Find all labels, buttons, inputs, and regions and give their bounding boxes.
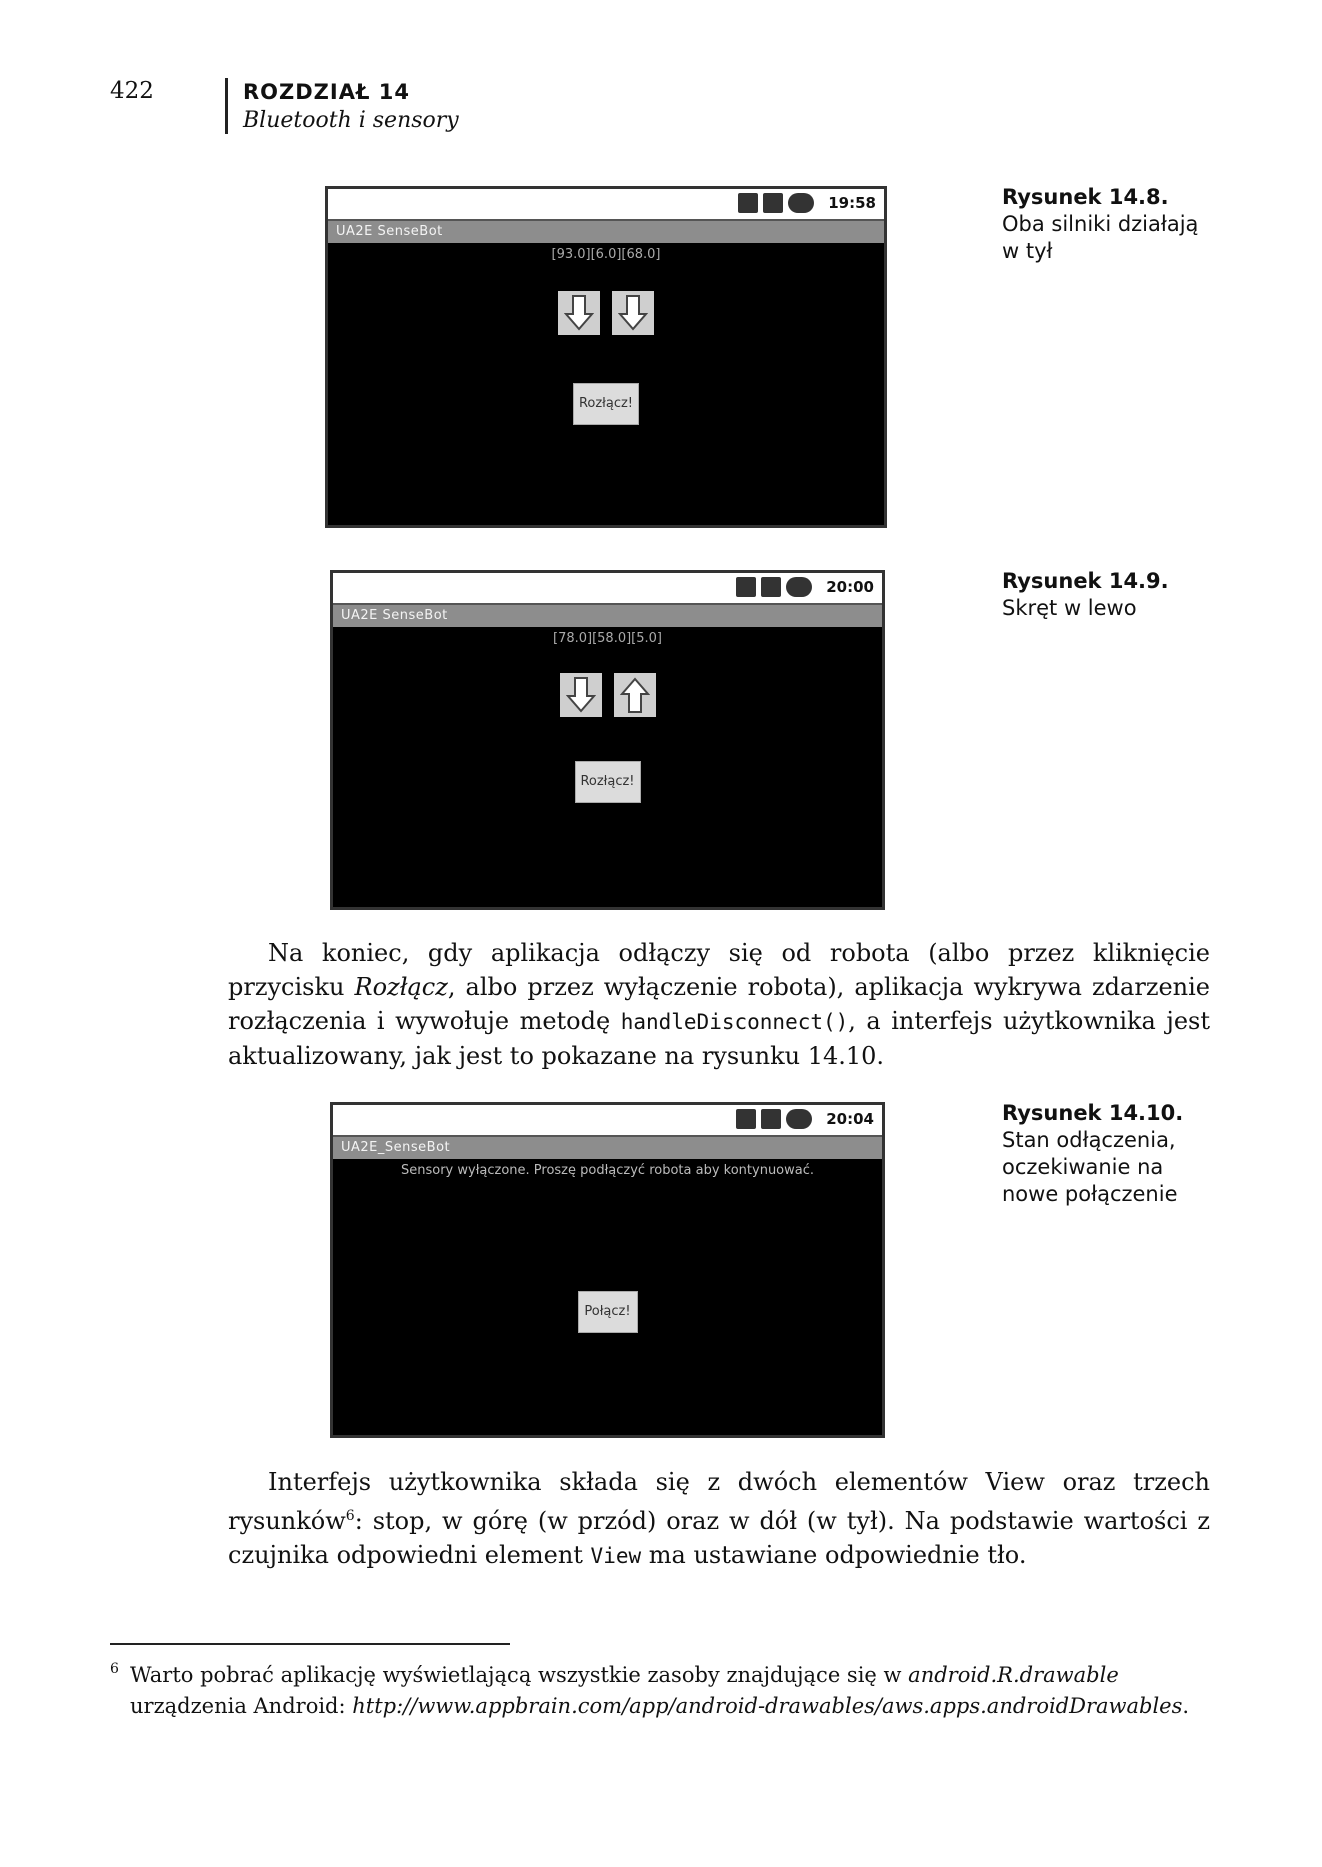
network-type-icon [736,577,756,597]
figure-caption-text: Skręt w lewo [1002,596,1137,620]
status-message: Sensory wyłączone. Proszę podłączyć robota aby kontynuować. [400,1163,815,1178]
paragraph-text: ma ustawiane odpowiednie tło. [641,1541,1027,1569]
battery-icon [786,1109,812,1129]
status-time: 20:00 [826,578,874,596]
footnote [110,1660,1210,1722]
header-divider [225,78,228,134]
chapter-subtitle: Bluetooth i sensory [243,108,459,133]
paragraph-italic-text: Rozłącz [354,973,448,1001]
down-arrow-icon [558,291,600,335]
paragraph-text: Interfejs użytkownika składa się z dwóch elementów View oraz trzech rysunków [228,1468,1210,1535]
figure-number: Rysunek 14.9. [1002,569,1169,593]
disconnect-button[interactable]: Rozłącz! [575,761,641,803]
footnote-divider [110,1643,510,1645]
screenshot-figure-14-9 [330,570,885,910]
body-paragraph-2 [228,1465,1210,1573]
app-title-bar: UA2E_SenseBot [333,1137,882,1159]
up-arrow-icon [614,673,656,717]
sensor-readout: [93.0][6.0][68.0] [551,247,661,262]
figure-caption-text: Stan odłączenia, oczekiwanie na nowe połączenie [1002,1128,1178,1206]
figure-number: Rysunek 14.8. [1002,185,1169,209]
down-arrow-icon [560,673,602,717]
paragraph-text: Na koniec, gdy aplikacja odłączy się od robota (albo przez kliknięcie przycisku [228,939,1210,1001]
status-time: 20:04 [826,1110,874,1128]
signal-strength-icon [761,577,781,597]
battery-icon [788,193,814,213]
paragraph-text: , a interfejs użytkownika jest aktualizowany, jak jest to pokazane na rysunku 14.10. [228,1007,1210,1070]
motor-indicators [333,673,882,717]
network-type-icon [738,193,758,213]
footnote-marker: 6 [110,1661,119,1677]
status-bar [328,189,884,221]
battery-icon [786,577,812,597]
figure-caption-text: Oba silniki działają w tył [1002,212,1199,263]
app-title-bar: UA2E SenseBot [333,605,882,627]
status-time: 19:58 [828,194,876,212]
footnote-reference[interactable]: 6 [345,1508,355,1524]
down-arrow-icon [612,291,654,335]
motor-indicators [328,291,884,335]
footnote-text: Warto pobrać aplikację wyświetlającą wszystkie zasoby znajdujące się w android.R.drawable urządzenia Android: http://www.appbrain.com/app/android-drawables/aws.apps.androidDrawables. [130,1663,1190,1718]
figure-caption-14-9 [1002,568,1169,622]
app-title-bar: UA2E SenseBot [328,221,884,243]
screenshot-figure-14-8 [325,186,887,528]
inline-code: View [590,1544,642,1568]
sensor-readout: [78.0][58.0][5.0] [553,631,662,646]
paragraph-text: , albo przez wyłączenie robota), aplikacja wykrywa zdarzenie rozłączenia i wywołuje metodę [228,973,1211,1035]
status-bar [333,1105,882,1137]
figure-number: Rysunek 14.10. [1002,1101,1184,1125]
paragraph-text: : stop, w górę (w przód) oraz w dół (w tył). Na podstawie wartości z czujnika odpowiedni element [228,1507,1210,1569]
signal-strength-icon [763,193,783,213]
inline-code: handleDisconnect() [620,1010,849,1034]
screenshot-figure-14-10 [330,1102,885,1438]
connect-button[interactable]: Połącz! [578,1291,638,1333]
disconnect-button[interactable]: Rozłącz! [573,383,639,425]
body-paragraph-1 [228,936,1210,1073]
page-number: 422 [110,78,154,104]
chapter-title: ROZDZIAŁ 14 [243,80,410,104]
network-type-icon [736,1109,756,1129]
footnote-link[interactable]: http://www.appbrain.com/app/android-drawables/aws.apps.androidDrawables [352,1694,1183,1718]
figure-caption-14-10 [1002,1100,1222,1208]
signal-strength-icon [761,1109,781,1129]
figure-caption-14-8 [1002,184,1222,265]
status-bar [333,573,882,605]
